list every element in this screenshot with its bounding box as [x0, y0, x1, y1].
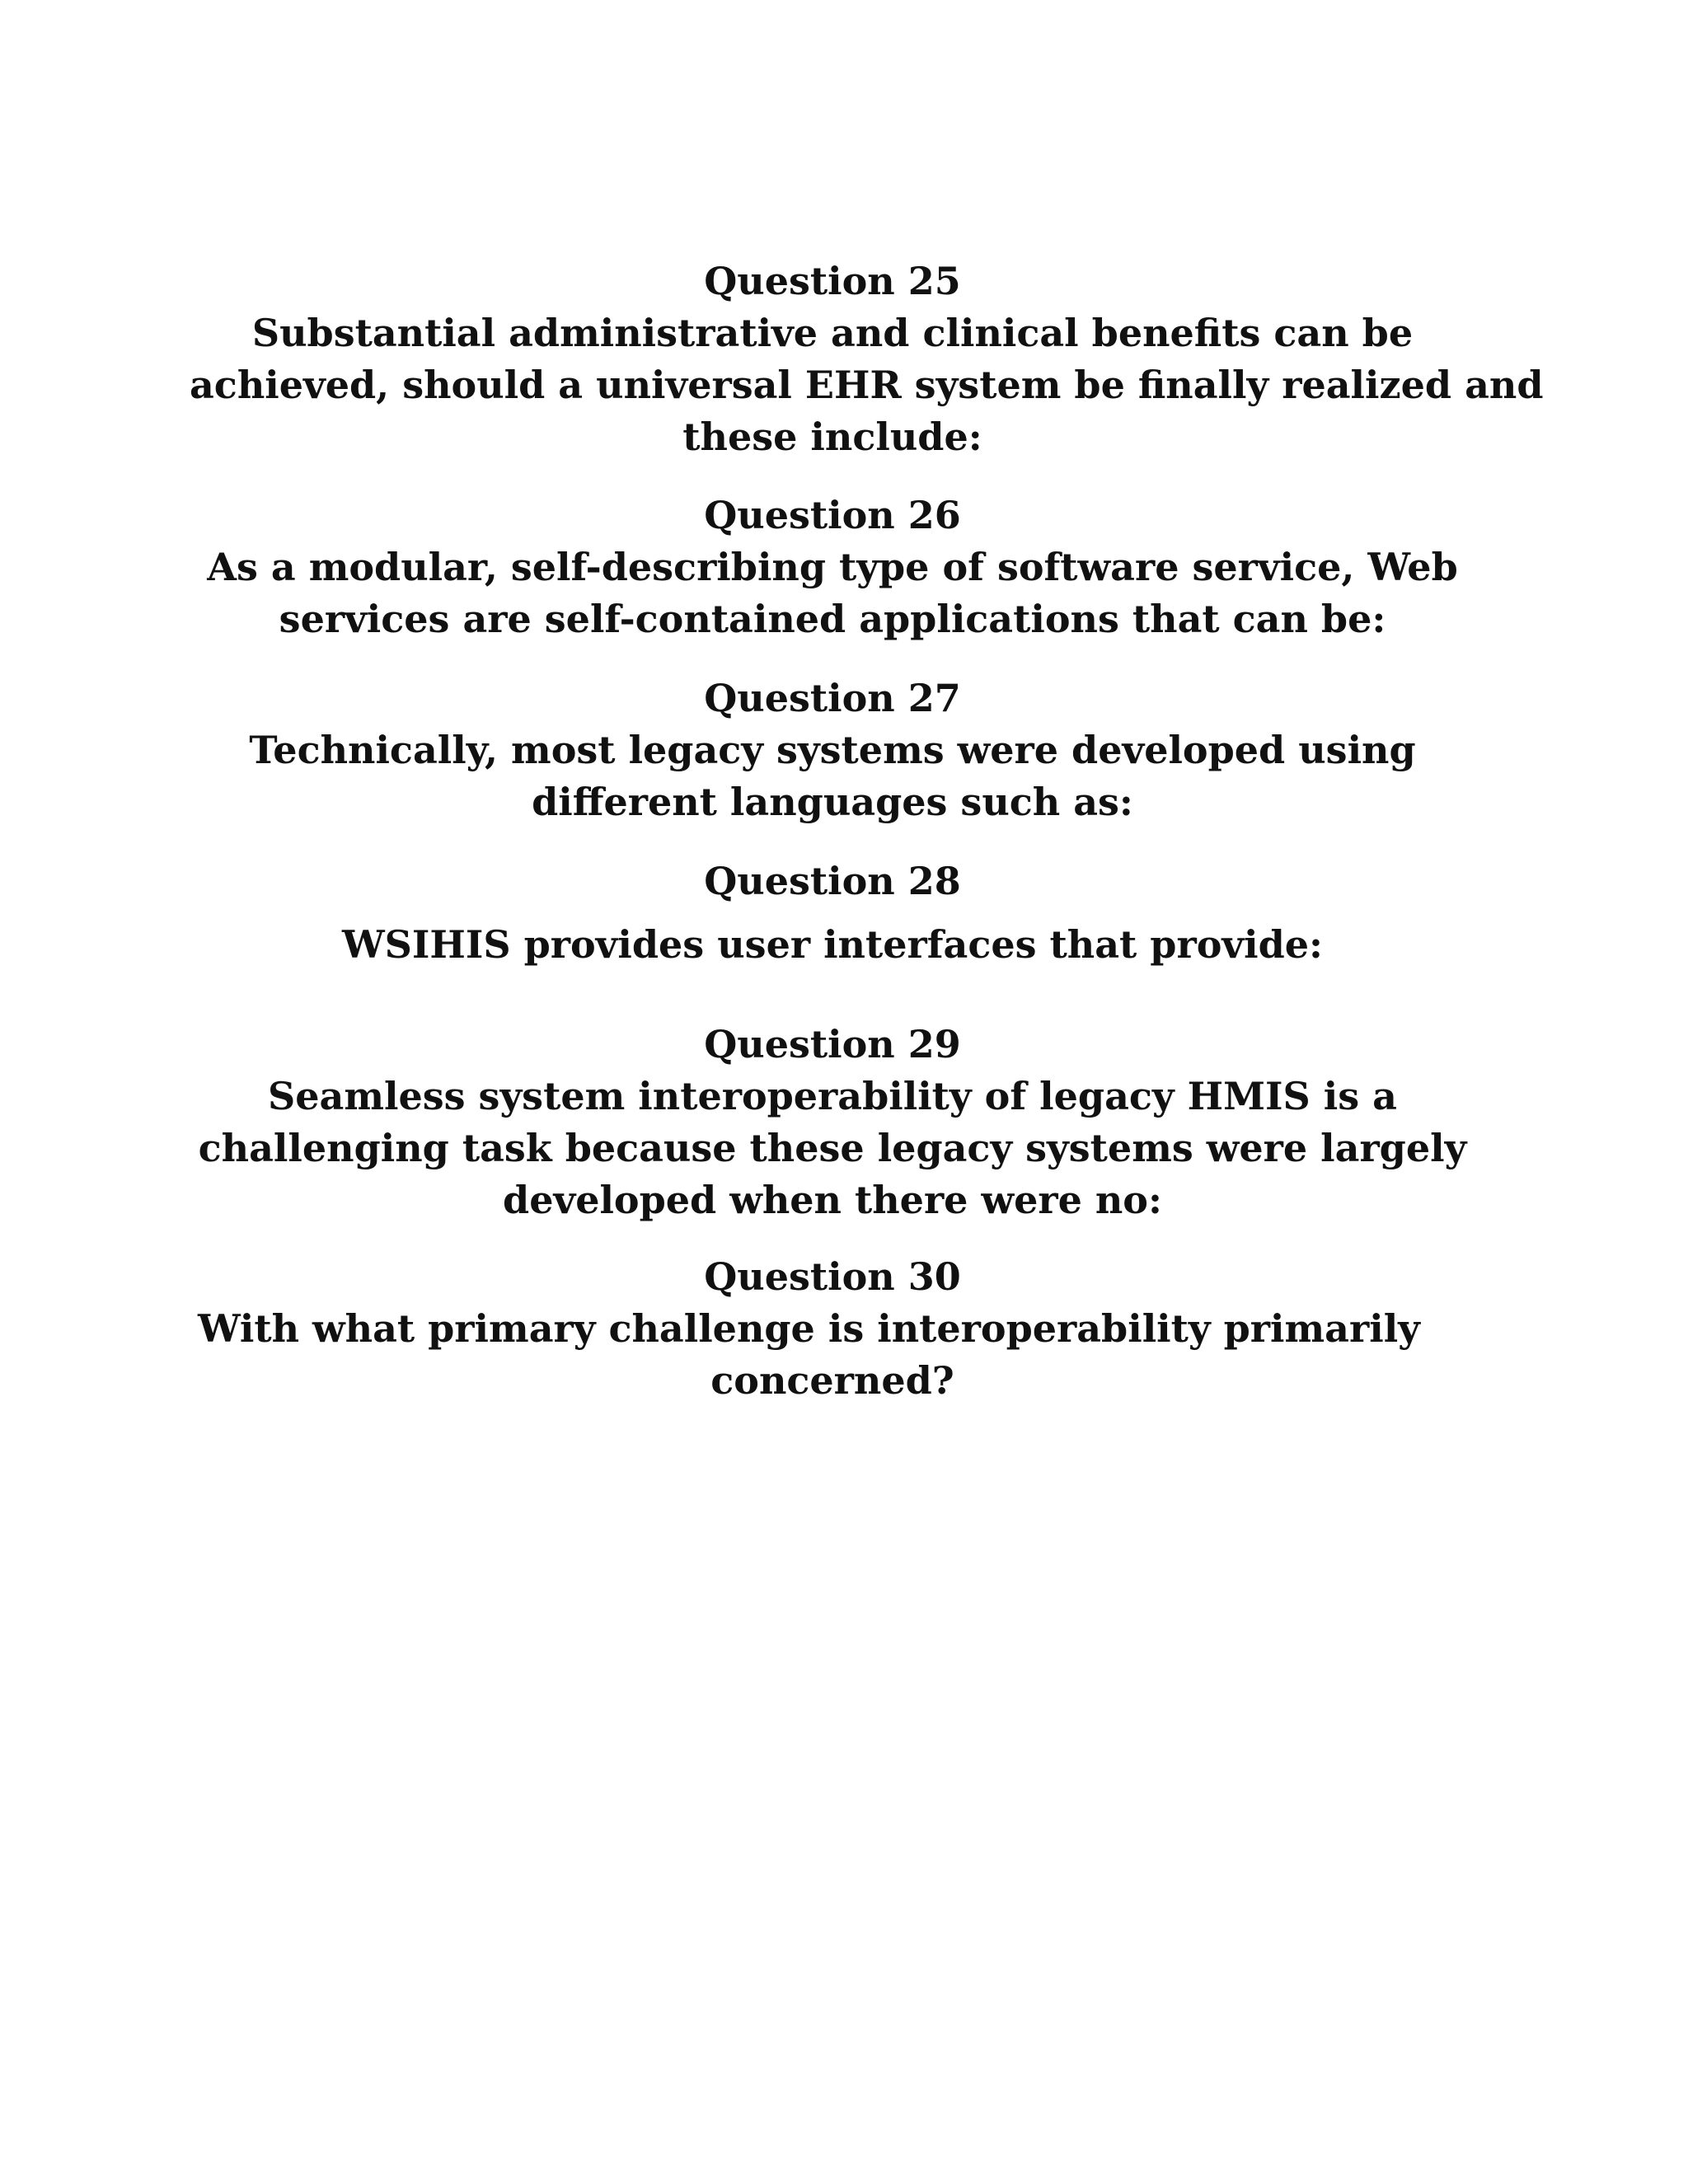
question-text-line: WSIHIS provides user interfaces that provide:	[341, 922, 1323, 967]
question-text-line: achieved, should a universal EHR system be finally realized and	[190, 363, 1544, 407]
question-text-line: different languages such as:	[532, 780, 1133, 824]
question-heading: Question 28	[704, 859, 961, 903]
question-text-line: Substantial administrative and clinical benefits can be	[251, 311, 1414, 355]
question-26	[190, 490, 1475, 645]
question-25	[190, 255, 1544, 463]
question-text-line: services are self-contained applications that can be:	[279, 597, 1386, 641]
question-text-line: challenging task because these legacy systems were largely	[198, 1126, 1467, 1170]
question-text-line: these include:	[682, 415, 982, 459]
question-text-line: Technically, most legacy systems were developed using	[249, 728, 1416, 772]
question-heading: Question 30	[704, 1254, 961, 1299]
question-text-line: concerned?	[710, 1358, 954, 1403]
question-heading: Question 27	[704, 676, 961, 720]
question-29	[190, 1019, 1475, 1226]
question-27	[190, 673, 1475, 828]
question-heading: Question 25	[704, 259, 961, 303]
question-28	[190, 855, 1475, 971]
question-text-line: Seamless system interoperability of legacy HMIS is a	[268, 1074, 1397, 1118]
question-heading: Question 29	[704, 1022, 961, 1066]
question-text-line: As a modular, self-describing type of software service, Web	[207, 545, 1458, 589]
question-heading: Question 26	[704, 493, 961, 537]
question-30	[190, 1251, 1475, 1407]
question-text-line: With what primary challenge is interoperability primarily	[198, 1306, 1420, 1351]
question-text-line: developed when there were no:	[503, 1178, 1162, 1222]
